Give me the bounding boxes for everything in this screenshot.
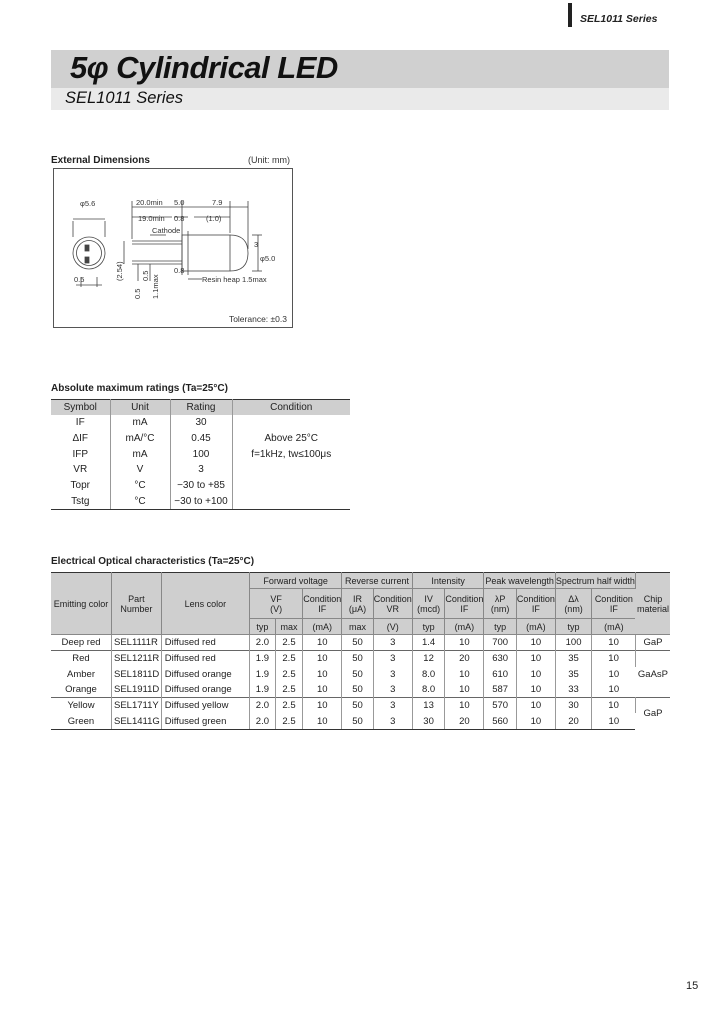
cell: 10 xyxy=(445,698,484,714)
eo-iv-unit: (mcd) xyxy=(417,603,441,614)
cell xyxy=(232,493,350,509)
cell: 50 xyxy=(342,682,373,698)
cell: SEL1711Y xyxy=(112,698,162,714)
eo-iv: IV xyxy=(424,593,433,604)
abs-max-table xyxy=(51,399,350,510)
cell: SEL1111R xyxy=(112,635,162,651)
eo-if: IF xyxy=(531,603,540,614)
eo-header xyxy=(484,589,516,619)
dim-gap-label: 0.8 xyxy=(174,214,185,223)
cell: 570 xyxy=(484,698,516,714)
eo-header xyxy=(303,589,342,619)
cell: 1.9 xyxy=(249,667,275,682)
cell: 10 xyxy=(516,682,555,698)
series-label: SEL1011 Series xyxy=(580,13,658,25)
dim-lead-label: 20.0min xyxy=(136,198,163,207)
table-row xyxy=(51,698,670,714)
cell: 3 xyxy=(373,713,412,729)
cell: Diffused orange xyxy=(161,682,249,698)
eo-header: Lens color xyxy=(161,573,249,635)
led-drawing xyxy=(54,169,292,327)
cell: 10 xyxy=(445,667,484,682)
eo-header: (mA) xyxy=(303,619,342,635)
cell: Diffused yellow xyxy=(161,698,249,714)
cell: 3 xyxy=(373,635,412,651)
cell xyxy=(232,415,350,431)
cell: 10 xyxy=(516,667,555,682)
cell: 10 xyxy=(592,651,636,667)
cell: 50 xyxy=(342,667,373,682)
tolerance-note: Tolerance: ±0.3 xyxy=(228,314,287,324)
eo-if: IF xyxy=(318,603,327,614)
cell: 35 xyxy=(555,667,591,682)
eo-cond: Condition xyxy=(373,593,412,604)
cell: 10 xyxy=(445,682,484,698)
table-row xyxy=(51,682,670,698)
eo-header: typ xyxy=(484,619,516,635)
abs-max-header: Symbol xyxy=(51,400,110,416)
eo-header: (mA) xyxy=(445,619,484,635)
cell: 10 xyxy=(303,682,342,698)
cell: 10 xyxy=(516,635,555,651)
eo-header xyxy=(249,589,302,619)
cell: 2.5 xyxy=(275,635,302,651)
cell xyxy=(232,462,350,478)
led-dome xyxy=(230,235,248,271)
dim-top-label: 7.9 xyxy=(212,198,223,207)
cell: 587 xyxy=(484,682,516,698)
page-number: 15 xyxy=(686,980,699,992)
abs-max-title: Absolute maximum ratings (Ta=25°C) xyxy=(51,383,228,394)
cell: 3 xyxy=(373,667,412,682)
dim-lead-w-label: 0.5 xyxy=(133,288,142,299)
table-row xyxy=(51,667,670,682)
cell: IF xyxy=(51,415,110,431)
eo-header: (V) xyxy=(373,619,412,635)
eo-header xyxy=(112,573,162,635)
dim-resin-label: Resin heap 1.5max xyxy=(202,275,267,284)
table-row xyxy=(51,446,350,462)
cell: 10 xyxy=(516,651,555,667)
cell: 1.9 xyxy=(249,651,275,667)
abs-max-header-row xyxy=(51,400,350,416)
cell: 50 xyxy=(342,651,373,667)
cell: 10 xyxy=(592,698,636,714)
eo-lp-unit: (nm) xyxy=(490,603,510,614)
abs-max-header: Unit xyxy=(110,400,170,416)
cell: 10 xyxy=(303,713,342,729)
eo-if: IF xyxy=(460,603,469,614)
cell: 12 xyxy=(412,651,445,667)
cell: 2.0 xyxy=(249,713,275,729)
eo-header xyxy=(373,589,412,619)
eo-header: max xyxy=(275,619,302,635)
eo-header-material: material xyxy=(636,603,669,614)
eo-vr: VR xyxy=(386,603,399,614)
dim-05-label: 0.5 xyxy=(74,275,85,284)
cell: Red xyxy=(51,651,112,667)
eo-dl: Δλ xyxy=(568,593,579,604)
cell: Orange xyxy=(51,682,112,698)
eo-header: max xyxy=(342,619,373,635)
cell: 3 xyxy=(373,651,412,667)
led-body xyxy=(182,235,230,271)
cell: 10 xyxy=(303,635,342,651)
page-subtitle: SEL1011 Series xyxy=(65,89,184,107)
dimensions-drawing xyxy=(53,168,293,328)
cell: mA/°C xyxy=(110,431,170,447)
cell: −30 to +100 xyxy=(170,493,232,509)
dim-flange-label: (1.0) xyxy=(206,214,222,223)
cell: 3 xyxy=(373,698,412,714)
eo-cond: Condition xyxy=(594,593,633,604)
cell: VR xyxy=(51,462,110,478)
cell: 3 xyxy=(373,682,412,698)
cell: 2.5 xyxy=(275,713,302,729)
eo-table xyxy=(51,572,670,730)
cell: 560 xyxy=(484,713,516,729)
cell: SEL1811D xyxy=(112,667,162,682)
dimensions-title: External Dimensions xyxy=(51,155,150,166)
eo-header-number: Number xyxy=(120,603,153,614)
eo-cond: Condition xyxy=(303,593,342,604)
cell: 30 xyxy=(170,415,232,431)
cell: 10 xyxy=(592,635,636,651)
cell: 20 xyxy=(445,713,484,729)
cell: 10 xyxy=(608,684,620,696)
dim-max-len-label: 1.1max xyxy=(151,274,160,299)
dim-3-label: 3 xyxy=(254,240,259,249)
cell: Tstg xyxy=(51,493,110,509)
eo-dl-unit: (nm) xyxy=(564,603,583,614)
cell: IFP xyxy=(51,446,110,462)
table-row xyxy=(51,415,350,431)
cell: 1.9 xyxy=(249,682,275,698)
dim-08-label: 0.8 xyxy=(174,266,185,275)
dim-body-dia-label: φ5.0 xyxy=(260,254,276,263)
eo-if: IF xyxy=(609,603,618,614)
eo-header: Intensity xyxy=(412,573,484,589)
eo-cond: Condition xyxy=(445,593,484,604)
eo-lp: λP xyxy=(494,593,506,604)
eo-ir-unit: (μA) xyxy=(348,603,367,614)
cell: 10 xyxy=(516,713,555,729)
page-title: 5φ Cylindrical LED xyxy=(70,50,338,85)
cell: 10 xyxy=(303,698,342,714)
cell: 2.5 xyxy=(275,667,302,682)
cell xyxy=(232,478,350,494)
cell: mA xyxy=(110,415,170,431)
table-row xyxy=(51,431,350,447)
cell: SEL1211R xyxy=(112,651,162,667)
cell: −30 to +85 xyxy=(170,478,232,494)
cell: Topr xyxy=(51,478,110,494)
eo-header: Reverse current xyxy=(342,573,413,589)
cell: 20 xyxy=(555,713,591,729)
cell: 100 xyxy=(555,635,591,651)
table-row xyxy=(51,462,350,478)
cell: Deep red xyxy=(51,635,112,651)
cell: 10 xyxy=(608,668,620,680)
chip-cell: GaP xyxy=(635,635,670,651)
cell: Above 25°C xyxy=(264,433,318,445)
cell: Diffused red xyxy=(161,635,249,651)
eo-header: Spectrum half width xyxy=(555,573,635,589)
eo-header: Peak wavelength xyxy=(484,573,555,589)
eo-header: typ xyxy=(555,619,591,635)
chip-cell: GaP xyxy=(635,698,670,730)
table-row xyxy=(51,635,670,651)
cell: f=1kHz, tw≤100μs xyxy=(251,448,332,460)
eo-header-row xyxy=(51,573,670,589)
eo-header-chip: Chip xyxy=(643,593,663,604)
cell: 2.0 xyxy=(249,635,275,651)
eo-header xyxy=(445,589,484,619)
cell: Diffused orange xyxy=(161,667,249,682)
eo-header xyxy=(342,589,373,619)
unit-note: (Unit: mm) xyxy=(248,155,290,165)
dim-body-label: 5.0 xyxy=(174,198,185,207)
cell: 33 xyxy=(555,682,591,698)
cell: 50 xyxy=(342,713,373,729)
cell: Green xyxy=(51,713,112,729)
cell: SEL1411G xyxy=(112,713,162,729)
cell: Diffused green xyxy=(161,713,249,729)
eo-vf: VF xyxy=(270,593,282,604)
chip-cell: GaAsP xyxy=(635,651,670,698)
dim-dia-label: φ5.6 xyxy=(80,199,96,208)
cell: 2.5 xyxy=(275,682,302,698)
abs-max-header: Condition xyxy=(232,400,350,416)
cell: Yellow xyxy=(51,698,112,714)
cell: 100 xyxy=(170,446,232,462)
cell: 2.5 xyxy=(275,698,302,714)
eo-cond: Condition xyxy=(516,593,555,604)
eo-title: Electrical Optical characteristics (Ta=25°C) xyxy=(51,556,255,567)
cell: 700 xyxy=(484,635,516,651)
cell: 610 xyxy=(484,667,516,682)
eo-header: (mA) xyxy=(516,619,555,635)
cell: 50 xyxy=(342,635,373,651)
eo-header: typ xyxy=(249,619,275,635)
cell: 10 xyxy=(445,635,484,651)
cell: 10 xyxy=(303,651,342,667)
cell: 13 xyxy=(412,698,445,714)
cell: 35 xyxy=(555,651,591,667)
eo-header-part: Part xyxy=(128,593,145,604)
abs-max-header: Rating xyxy=(170,400,232,416)
dim-cathode-label: Cathode xyxy=(152,226,181,235)
dim-lead-t-label: 0.5 xyxy=(141,270,150,281)
cell: 1.4 xyxy=(412,635,445,651)
cell: 8.0 xyxy=(412,667,445,682)
table-row xyxy=(51,651,670,667)
eo-header xyxy=(555,589,591,619)
eo-header: (mA) xyxy=(592,619,636,635)
cell: SEL1911D xyxy=(112,682,162,698)
cell: 8.0 xyxy=(412,682,445,698)
dim-lead-min-label: 19.0min xyxy=(138,214,165,223)
eo-header: Emitting color xyxy=(51,573,112,635)
cell: 630 xyxy=(484,651,516,667)
cell: 50 xyxy=(342,698,373,714)
cell: 30 xyxy=(412,713,445,729)
eo-header xyxy=(516,589,555,619)
cell: 0.45 xyxy=(170,431,232,447)
cell: 30 xyxy=(555,698,591,714)
eo-header xyxy=(592,589,636,619)
cell: 3 xyxy=(170,462,232,478)
eo-ir: IR xyxy=(352,593,362,604)
eo-vf-unit: (V) xyxy=(270,603,283,614)
cell: Diffused red xyxy=(161,651,249,667)
cell: V xyxy=(110,462,170,478)
cell: mA xyxy=(110,446,170,462)
cell: 20 xyxy=(445,651,484,667)
cell: °C xyxy=(110,493,170,509)
cell: Amber xyxy=(51,667,112,682)
cell: 10 xyxy=(516,698,555,714)
cell: 10 xyxy=(592,713,636,729)
table-row xyxy=(51,713,670,729)
eo-header: Forward voltage xyxy=(249,573,341,589)
header-bar xyxy=(568,3,572,27)
table-row xyxy=(51,478,350,494)
eo-header: typ xyxy=(412,619,445,635)
cell: 2.0 xyxy=(249,698,275,714)
eo-header xyxy=(635,573,670,635)
eo-header xyxy=(412,589,445,619)
cell: °C xyxy=(110,478,170,494)
cell: 10 xyxy=(303,667,342,682)
dim-pitch-label: (2.54) xyxy=(115,261,124,281)
front-view-circle xyxy=(73,237,105,269)
cell: 2.5 xyxy=(275,651,302,667)
table-row xyxy=(51,493,350,509)
cell: ΔIF xyxy=(51,431,110,447)
